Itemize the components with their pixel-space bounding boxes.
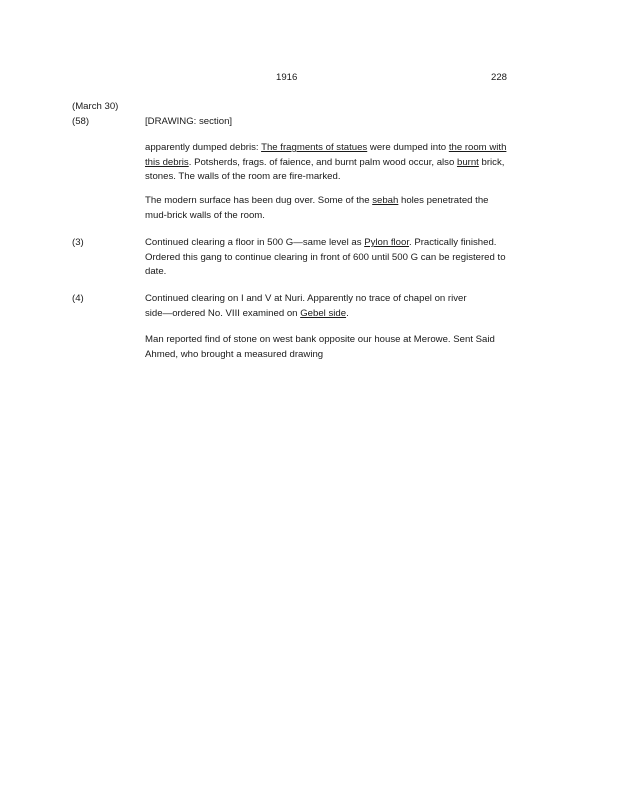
text-run: . Practically finished. (409, 237, 497, 248)
underlined-phrase: The fragments of statues (261, 142, 368, 153)
text-run: apparently dumped debris: (145, 142, 262, 153)
entry-label: (3) (72, 237, 84, 248)
text-line: Continued clearing on I and V at Nuri. Apparently no trace of chapel on river (145, 293, 467, 304)
text-line: Ahmed, who brought a measured drawing (145, 348, 324, 360)
text-run: side—ordered No. VIII examined on (145, 307, 301, 319)
text-line: Man reported find of stone on west bank opposite our house at Merowe. Sent Said (145, 334, 495, 345)
paragraph-nuri (145, 292, 545, 321)
text-run: brick, (478, 156, 505, 168)
text-run: were dumped into (367, 142, 449, 153)
text-line: Ordered this gang to continue clearing in front of 600 until 500 G can be registered to (145, 251, 506, 263)
underlined-phrase: the room with (448, 142, 507, 153)
underlined-phrase: burnt (456, 156, 479, 168)
entry-label: (58) (72, 116, 90, 127)
paragraph-modern-surface (145, 194, 545, 223)
header-year: 1916 (276, 72, 298, 83)
underlined-phrase: this debris (145, 156, 189, 168)
text-run: . (346, 307, 349, 319)
text-run: . Potsherds, frags. of faience, and burnt palm wood occur, also (188, 156, 457, 168)
page-number: 228 (491, 72, 508, 83)
paragraph-merowe (145, 333, 545, 362)
text-line: stones. The walls of the room are fire-marked. (145, 171, 341, 182)
text-line: date. (145, 266, 167, 277)
date-note: (March 30) (72, 101, 119, 112)
text-run: holes penetrated the (398, 195, 489, 206)
underlined-phrase: Gebel side (300, 307, 347, 319)
underlined-phrase: sebah (372, 195, 399, 206)
paragraph-500g (145, 236, 545, 280)
paragraph-debris (145, 141, 545, 185)
text-line: mud-brick walls of the room. (145, 209, 265, 221)
drawing-placeholder: [DRAWING: section] (145, 116, 233, 127)
underlined-phrase: Pylon floor (364, 237, 409, 248)
text-run: Continued clearing a floor in 500 G—same level as (145, 237, 365, 248)
text-run: The modern surface has been dug over. Some of the (145, 195, 373, 206)
entry-label: (4) (72, 293, 84, 304)
